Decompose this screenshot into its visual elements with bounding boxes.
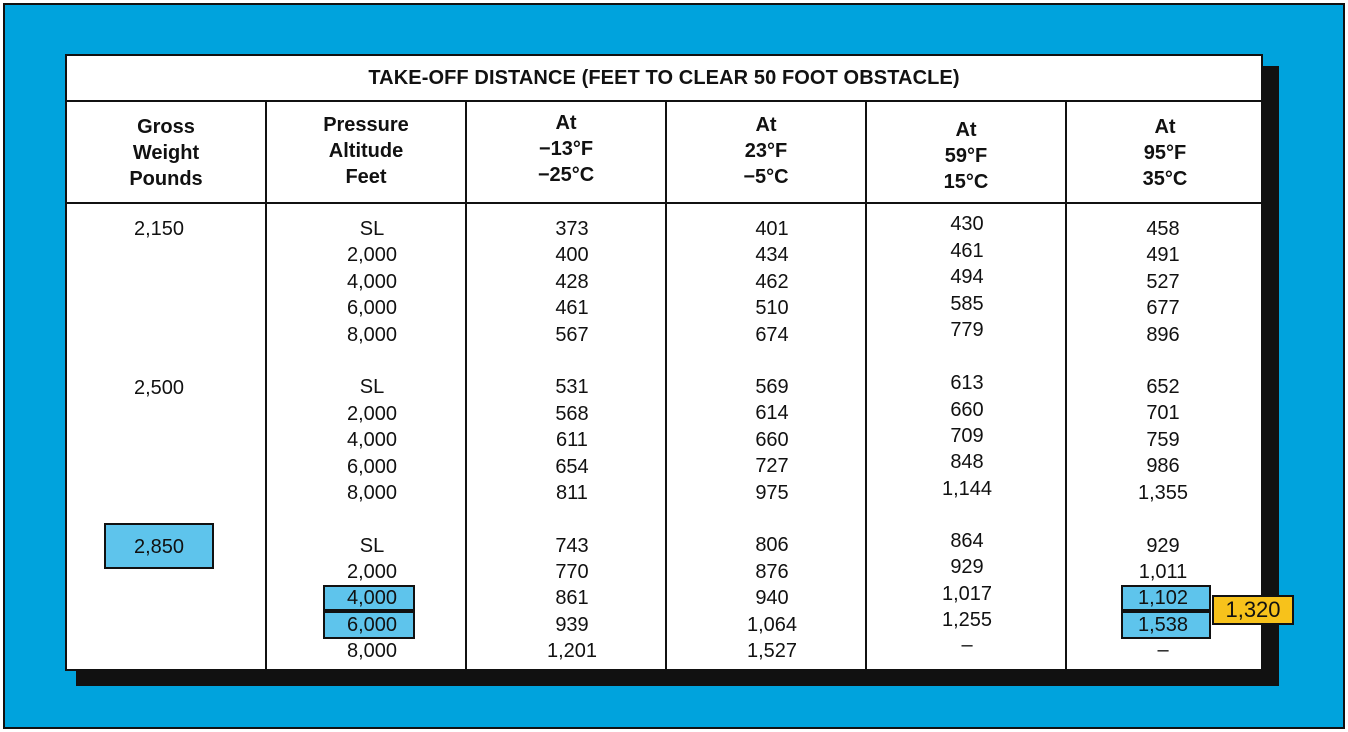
distance-cell: 660 [755, 429, 789, 451]
altitude-cell: 2,000 [346, 403, 398, 425]
distance-cell: 461 [555, 297, 589, 319]
altitude-cell: 4,000 [346, 271, 398, 293]
answer-callout: 1,320 [1212, 595, 1294, 625]
distance-cell: 434 [755, 244, 789, 266]
distance-cell: 864 [950, 530, 984, 552]
distance-cell: 1,064 [746, 614, 798, 636]
distance-cell: 770 [555, 561, 589, 583]
altitude-cell: 2,000 [346, 561, 398, 583]
altitude-column [267, 204, 477, 669]
distance-cell: 611 [556, 429, 588, 451]
altitude-cell: 2,000 [346, 244, 398, 266]
weight-cell: 2,500 [133, 377, 185, 399]
distance-cell: 430 [950, 213, 984, 235]
altitude-cell: 4,000 [346, 587, 398, 609]
distance-cell: 1,355 [1137, 482, 1189, 504]
distance-cell: 510 [755, 297, 789, 319]
distance-cell: 373 [555, 218, 589, 240]
distance-cell: 400 [555, 244, 589, 266]
takeoff-distance-table [65, 54, 1263, 671]
distance-cell: 585 [950, 293, 984, 315]
distance-cell: 759 [1146, 429, 1180, 451]
temp-column-minus13f [467, 204, 677, 669]
distance-cell: 806 [755, 534, 789, 556]
altitude-cell: 6,000 [346, 456, 398, 478]
distance-cell: 986 [1146, 455, 1180, 477]
distance-cell: 568 [555, 403, 589, 425]
distance-cell: 727 [755, 455, 789, 477]
distance-cell: 779 [950, 319, 984, 341]
distance-cell: – [961, 634, 973, 656]
table-title: TAKE-OFF DISTANCE (FEET TO CLEAR 50 FOOT OBSTACLE) [67, 56, 1261, 102]
distance-cell: 461 [950, 240, 984, 262]
temp-column-59f [867, 204, 1067, 669]
distance-cell: 1,255 [941, 609, 993, 631]
distance-cell: 569 [755, 376, 789, 398]
header-temp-95f: At 95°F 35°C [1142, 116, 1188, 190]
altitude-cell: SL [359, 218, 385, 240]
header-temp-23f: At 23°F −5°C [743, 114, 789, 188]
distance-cell: 940 [755, 587, 789, 609]
weight-column [67, 204, 251, 669]
distance-cell: 701 [1146, 402, 1180, 424]
altitude-cell: 8,000 [346, 324, 398, 346]
altitude-cell: 4,000 [346, 429, 398, 451]
altitude-cell: SL [359, 376, 385, 398]
distance-cell: 811 [556, 482, 588, 504]
distance-cell: 1,527 [746, 640, 798, 662]
distance-cell: 614 [755, 402, 789, 424]
distance-cell: 494 [950, 266, 984, 288]
altitude-cell: 8,000 [346, 640, 398, 662]
distance-cell: – [1157, 639, 1169, 661]
header-temp-59f: At 59°F 15°C [943, 119, 989, 193]
distance-cell: 613 [950, 372, 984, 394]
distance-cell: 939 [555, 614, 589, 636]
distance-cell: 929 [950, 556, 984, 578]
distance-cell: 531 [555, 376, 589, 398]
distance-cell: 401 [755, 218, 789, 240]
distance-cell: 848 [950, 451, 984, 473]
header-temp-minus13f: At −13°F −25°C [537, 112, 595, 186]
distance-cell: 861 [555, 587, 589, 609]
distance-cell: 1,538 [1137, 614, 1189, 636]
header-pressure-altitude: Pressure Altitude Feet [323, 114, 409, 188]
distance-cell: 491 [1146, 244, 1180, 266]
weight-cell: 2,850 [133, 536, 185, 558]
altitude-cell: 8,000 [346, 482, 398, 504]
distance-cell: 975 [755, 482, 789, 504]
distance-cell: 1,102 [1137, 587, 1189, 609]
distance-cell: 929 [1146, 535, 1180, 557]
altitude-cell: 6,000 [346, 614, 398, 636]
distance-cell: 654 [555, 456, 589, 478]
altitude-cell: 6,000 [346, 297, 398, 319]
distance-cell: 1,017 [941, 583, 993, 605]
temp-column-23f [667, 204, 877, 669]
distance-cell: 660 [950, 399, 984, 421]
header-gross-weight: Gross Weight Pounds [129, 116, 203, 190]
distance-cell: 1,144 [941, 478, 993, 500]
distance-cell: 1,201 [546, 640, 598, 662]
weight-cell: 2,150 [133, 218, 185, 240]
distance-cell: 428 [555, 271, 589, 293]
distance-cell: 876 [755, 561, 789, 583]
distance-cell: 652 [1146, 376, 1180, 398]
distance-cell: 462 [755, 271, 789, 293]
distance-cell: 743 [555, 535, 589, 557]
distance-cell: 567 [555, 324, 589, 346]
distance-cell: 709 [950, 425, 984, 447]
distance-cell: 527 [1146, 271, 1180, 293]
distance-cell: 458 [1146, 218, 1180, 240]
distance-cell: 896 [1146, 324, 1180, 346]
distance-cell: 1,011 [1138, 561, 1188, 583]
distance-cell: 674 [755, 324, 789, 346]
distance-cell: 677 [1146, 297, 1180, 319]
altitude-cell: SL [359, 535, 385, 557]
